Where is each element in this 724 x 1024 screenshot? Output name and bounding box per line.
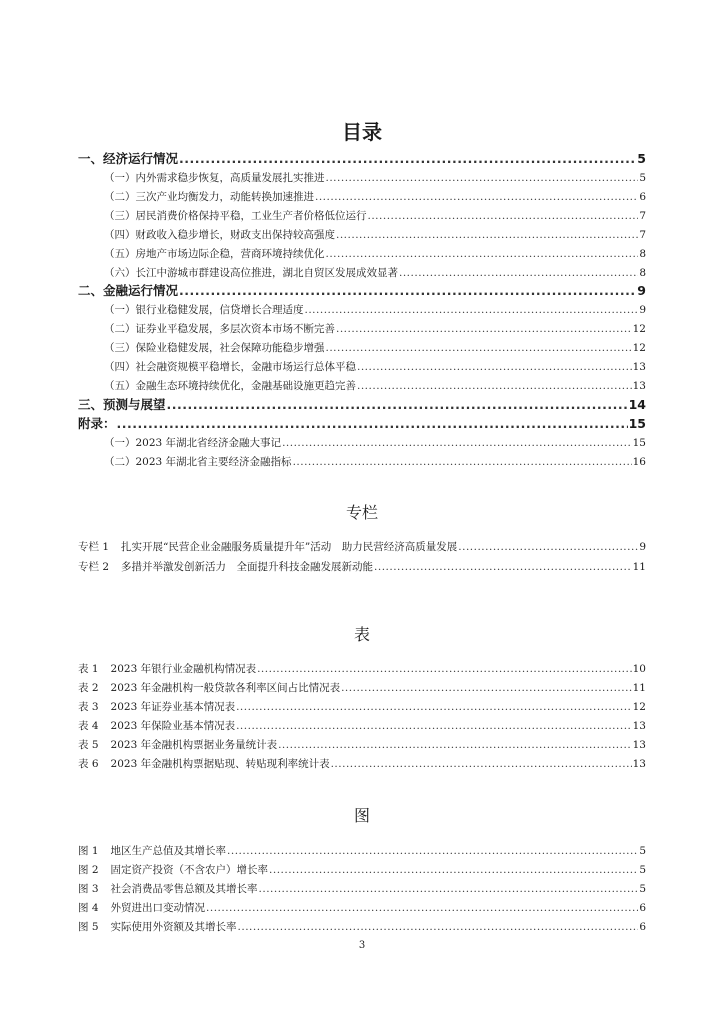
toc-section-text: （二）证券业平稳发展，多层次资本市场不断完善: [104, 323, 335, 335]
toc-chapter[interactable]: [78, 395, 646, 413]
dot-leader: [336, 323, 632, 335]
toc-section-page: 16: [632, 456, 646, 468]
toc-section[interactable]: [104, 170, 646, 185]
toc-section[interactable]: [104, 321, 646, 336]
dot-leader: [238, 921, 639, 933]
table-entry-page: 10: [632, 663, 646, 675]
toc-section[interactable]: [104, 435, 646, 450]
toc-section-page: 5: [639, 172, 646, 184]
column-entry-page: 9: [639, 541, 646, 553]
figure-entry-label: 图 2: [78, 864, 99, 876]
figure-entry-page: 5: [639, 864, 646, 876]
toc-title: 目录: [342, 120, 382, 144]
figure-entry[interactable]: [78, 862, 646, 877]
figure-entry-text: 外贸进出口变动情况: [110, 902, 206, 914]
toc-section-text: （一）银行业稳健发展，信贷增长合理适度: [104, 304, 304, 316]
table-entry[interactable]: [78, 699, 646, 714]
dot-leader: [259, 883, 639, 895]
toc-section-page: 12: [632, 323, 646, 335]
toc-section[interactable]: [104, 246, 646, 261]
dot-leader: [236, 720, 632, 732]
toc-section-page: 12: [632, 342, 646, 354]
figure-entry[interactable]: [78, 900, 646, 915]
dot-leader: [278, 739, 632, 751]
dot-leader: [293, 456, 632, 468]
toc-section-page: 9: [639, 304, 646, 316]
column-entry-text: 多措并举激发创新活力 全面提升科技金融发展新动能: [121, 561, 374, 573]
toc-section[interactable]: [104, 208, 646, 223]
figure-entry-label: 图 4: [78, 902, 99, 914]
toc-section[interactable]: [104, 454, 646, 469]
toc-section-text: （一）2023 年湖北省经济金融大事记: [104, 437, 282, 449]
table-entry-label: 表 3: [78, 701, 99, 713]
column-entry-label: 专栏 2: [78, 561, 110, 573]
toc-chapter[interactable]: [78, 414, 646, 432]
toc-section-page: 13: [632, 361, 646, 373]
table-entry-page: 12: [632, 701, 646, 713]
tables-title: 表: [353, 625, 370, 644]
table-entry[interactable]: [78, 718, 646, 733]
column-entry-page: 11: [632, 561, 646, 573]
dot-leader: [336, 229, 638, 241]
toc-section-text: （三）保险业稳健发展，社会保障功能稳步增强: [104, 342, 325, 354]
dot-leader: [315, 191, 638, 203]
column-entry[interactable]: [78, 559, 646, 574]
toc-chapter[interactable]: [78, 149, 646, 167]
toc-section[interactable]: [104, 227, 646, 242]
table-entry[interactable]: [78, 661, 646, 676]
dot-leader: [227, 845, 638, 857]
dot-leader: [399, 267, 638, 279]
table-entry-text: 2023 年金融机构票据业务量统计表: [110, 739, 278, 751]
dot-leader: [167, 397, 628, 412]
toc-section[interactable]: [104, 359, 646, 374]
table-entry-text: 2023 年证券业基本情况表: [110, 701, 236, 713]
toc-section[interactable]: [104, 340, 646, 355]
toc-section-page: 8: [639, 267, 646, 279]
figure-entry-page: 6: [639, 902, 646, 914]
figure-entry-text: 实际使用外资额及其增长率: [110, 921, 237, 933]
dot-leader: [282, 437, 632, 449]
dot-leader: [179, 151, 636, 166]
dot-leader: [326, 172, 639, 184]
toc-section-text: （三）居民消费价格保持平稳，工业生产者价格低位运行: [104, 210, 367, 222]
column-entry-label: 专栏 1: [78, 541, 110, 553]
figures-title: 图: [353, 806, 370, 825]
toc-section-page: 7: [639, 229, 646, 241]
table-entry-label: 表 1: [78, 663, 99, 675]
table-entry[interactable]: [78, 737, 646, 752]
dot-leader: [357, 380, 632, 392]
dot-leader: [357, 361, 632, 373]
dot-leader: [269, 864, 638, 876]
toc-section[interactable]: [104, 189, 646, 204]
table-entry-page: 11: [632, 682, 646, 694]
toc-chapter-page: 9: [637, 283, 646, 298]
toc-section-text: （五）房地产市场边际企稳，营商环境持续优化: [104, 248, 325, 260]
dot-leader: [326, 342, 632, 354]
dot-leader: [257, 663, 632, 675]
table-entry-label: 表 4: [78, 720, 99, 732]
columns-title: 专栏: [345, 503, 378, 522]
dot-leader: [206, 902, 638, 914]
dot-leader: [368, 210, 639, 222]
toc-section-text: （四）财政收入稳步增长，财政支出保持较高强度: [104, 229, 335, 241]
toc-section-text: （四）社会融资规模平稳增长，金融市场运行总体平稳: [104, 361, 356, 373]
dot-leader: [326, 248, 639, 260]
toc-chapter-page: 5: [637, 151, 646, 166]
page-number: 3: [358, 940, 366, 951]
toc-section-text: （五）金融生态环境持续优化，金融基础设施更趋完善: [104, 380, 356, 392]
table-entry-label: 表 6: [78, 758, 99, 770]
dot-leader: [341, 682, 632, 694]
toc-chapter[interactable]: [78, 281, 646, 299]
table-entry-page: 13: [632, 739, 646, 751]
dot-leader: [305, 304, 639, 316]
dot-leader: [236, 701, 632, 713]
figure-entry[interactable]: [78, 843, 646, 858]
column-entry[interactable]: [78, 539, 646, 554]
figure-entry-label: 图 3: [78, 883, 99, 895]
dot-leader: [331, 758, 632, 770]
toc-section-text: （二）2023 年湖北省主要经济金融指标: [104, 456, 292, 468]
toc-section-page: 13: [632, 380, 646, 392]
table-entry-page: 13: [632, 720, 646, 732]
table-entry-label: 表 2: [78, 682, 99, 694]
toc-section-page: 15: [632, 437, 646, 449]
figure-entry-text: 固定资产投资（不含农户）增长率: [110, 864, 269, 876]
figure-entry-label: 图 1: [78, 845, 99, 857]
column-entry-text: 扎实开展“民营企业金融服务质量提升年”活动 助力民营经济高质量发展: [121, 541, 458, 553]
toc-section[interactable]: [104, 378, 646, 393]
dot-leader: [117, 416, 628, 431]
toc-section-text: （一）内外需求稳步恢复，高质量发展扎实推进: [104, 172, 325, 184]
toc-section-text: （二）三次产业均衡发力，动能转换加速推进: [104, 191, 314, 203]
toc-chapter-text: 二、金融运行情况: [78, 283, 179, 298]
toc-chapter-text: 附录：: [78, 416, 116, 431]
toc-chapter-text: 一、经济运行情况: [78, 151, 179, 166]
figure-entry-page: 5: [639, 845, 646, 857]
table-entry[interactable]: [78, 756, 646, 771]
toc-section[interactable]: [104, 302, 646, 317]
toc-chapter-text: 三、预测与展望: [78, 397, 166, 412]
toc-chapter-page: 14: [628, 397, 646, 412]
table-entry-page: 13: [632, 758, 646, 770]
table-entry-text: 2023 年金融机构一般贷款各利率区间占比情况表: [110, 682, 341, 694]
table-entry-text: 2023 年保险业基本情况表: [110, 720, 236, 732]
table-entry[interactable]: [78, 680, 646, 695]
figure-entry[interactable]: [78, 919, 646, 934]
toc-section-page: 7: [639, 210, 646, 222]
figure-entry-label: 图 5: [78, 921, 99, 933]
figure-entry-page: 5: [639, 883, 646, 895]
toc-section[interactable]: [104, 265, 646, 280]
figure-entry-text: 地区生产总值及其增长率: [110, 845, 227, 857]
toc-section-page: 6: [639, 191, 646, 203]
dot-leader: [458, 541, 638, 553]
dot-leader: [374, 561, 632, 573]
figure-entry[interactable]: [78, 881, 646, 896]
dot-leader: [179, 283, 636, 298]
figure-entry-text: 社会消费品零售总额及其增长率: [110, 883, 258, 895]
toc-chapter-page: 15: [628, 416, 646, 431]
table-entry-text: 2023 年金融机构票据贴现、转贴现利率统计表: [110, 758, 330, 770]
figure-entry-page: 6: [639, 921, 646, 933]
table-entry-text: 2023 年银行业金融机构情况表: [110, 663, 257, 675]
toc-section-text: （六）长江中游城市群建设高位推进，湖北自贸区发展成效显著: [104, 267, 398, 279]
toc-section-page: 8: [639, 248, 646, 260]
table-entry-label: 表 5: [78, 739, 99, 751]
